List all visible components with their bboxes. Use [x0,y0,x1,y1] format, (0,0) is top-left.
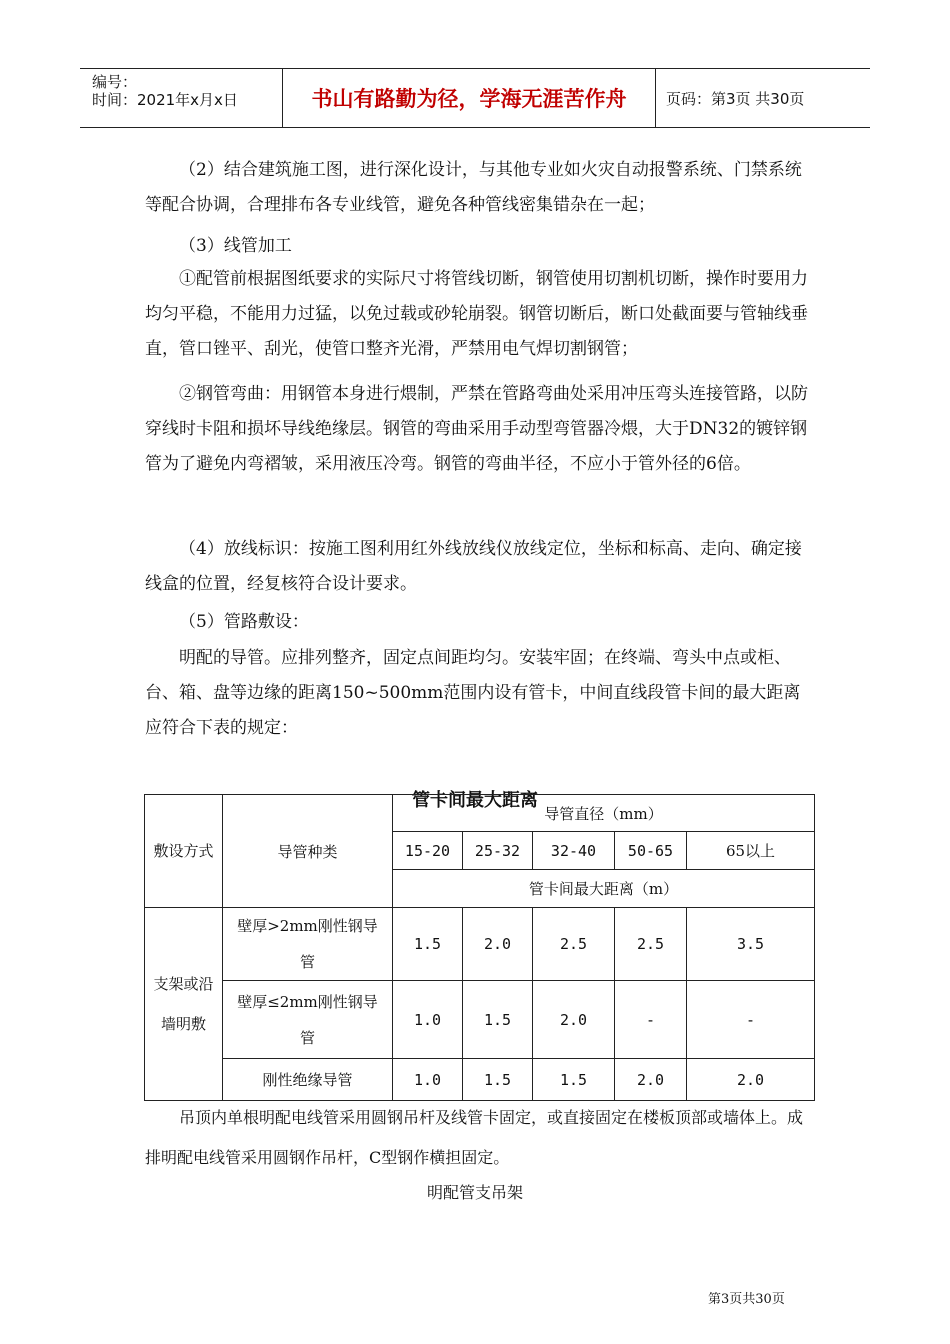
page-number: 第3页共30页 [708,1292,785,1307]
paragraph-marking: （4）放线标识：按施工图利用红外线放线仪放线定位，坐标和标高、走向、确定接线盒的位置，经复核符合设计要求。 [145,539,802,594]
cell-value: 2.0 [687,1059,815,1101]
cell-value: 1.0 [393,1059,463,1101]
diameter-1: 15-20 [393,832,463,870]
header-type: 导管种类 [223,795,393,908]
cell-value: 1.5 [533,1059,615,1101]
row-type: 刚性绝缘导管 [223,1059,393,1101]
paragraph-bending: ②钢管弯曲：用钢管本身进行煨制，严禁在管路弯曲处采用冲压弯头连接管路，以防穿线时卡阻和损坏导线绝缘层。钢管的弯曲采用手动型弯管器冷煨，大于DN32的镀锌钢管为了避免内弯褶皱，采用液压冷弯。钢管的弯曲半径，不应小于管外径的6倍。 [145,384,808,474]
cell-value: 2.0 [463,908,533,981]
method-value: 支架或沿墙明敷 [145,908,223,1101]
cell-value: 1.0 [393,981,463,1059]
cell-value: 1.5 [463,1059,533,1101]
caption-support: 明配管支吊架 [426,1183,523,1202]
cell-value: - [687,981,815,1059]
page-header [80,68,870,128]
cell-value: 1.5 [463,981,533,1059]
cell-value: 3.5 [687,908,815,981]
cell-value: 2.0 [615,1059,687,1101]
cell-value: 2.0 [533,981,615,1059]
paragraph-design: （2）结合建筑施工图，进行深化设计，与其他专业如火灾自动报警系统、门禁系统等配合协调，合理排布各专业线管，避免各种管线密集错杂在一起； [145,160,802,215]
paragraph-cutting: ①配管前根据图纸要求的实际尺寸将管线切断，钢管使用切割机切断，操作时要用力均匀平稳，不能用力过猛，以免过载或砂轮崩裂。钢管切断后，断口处截面要与管轴线垂直，管口锉平、刮光，使管口整齐光滑，严禁用电气焊切割钢管； [145,269,808,359]
paragraph-heading-laying: （5）管路敷设： [179,612,309,632]
diameter-5: 65以上 [687,832,815,870]
row-type: 壁厚>2mm刚性钢导管 [223,908,393,981]
paragraph-heading-processing: （3）线管加工 [179,236,292,256]
time-label: 时间：2021年x月x日 [92,91,238,109]
clamp-distance-table [144,794,815,1101]
header-method: 敷设方式 [145,795,223,908]
cell-value: 2.5 [533,908,615,981]
header-meta [80,69,283,127]
cell-value: 1.5 [393,908,463,981]
diameter-4: 50-65 [615,832,687,870]
cell-value: - [615,981,687,1059]
header-motto: 书山有路勤为径，学海无涯苦作舟 [283,69,656,127]
cell-value: 2.5 [615,908,687,981]
diameter-2: 25-32 [463,832,533,870]
number-label: 编号： [92,73,138,91]
row-type: 壁厚≤2mm刚性钢导管 [223,981,393,1059]
paragraph-exposed-conduit: 明配的导管。应排列整齐，固定点间距均匀。安装牢固；在终端、弯头中点或柜、台、箱、盘等边缘的距离150~500mm范围内设有管卡，中间直线段管卡间的最大距离应符合下表的规定： [145,648,801,738]
diameter-3: 32-40 [533,832,615,870]
header-page-code: 页码：第3页 共30页 [666,89,805,108]
table-title: 管卡间最大距离 [412,790,538,811]
header-diameter: 导管直径（mm） [393,795,815,832]
header-distance: 管卡间最大距离（m） [393,870,815,908]
paragraph-suspension: 吊顶内单根明配电线管采用圆钢吊杆及线管卡固定，或直接固定在楼板顶部或墙体上。成排明配电线管采用圆钢作吊杆，C型钢作横担固定。 [145,1108,804,1167]
